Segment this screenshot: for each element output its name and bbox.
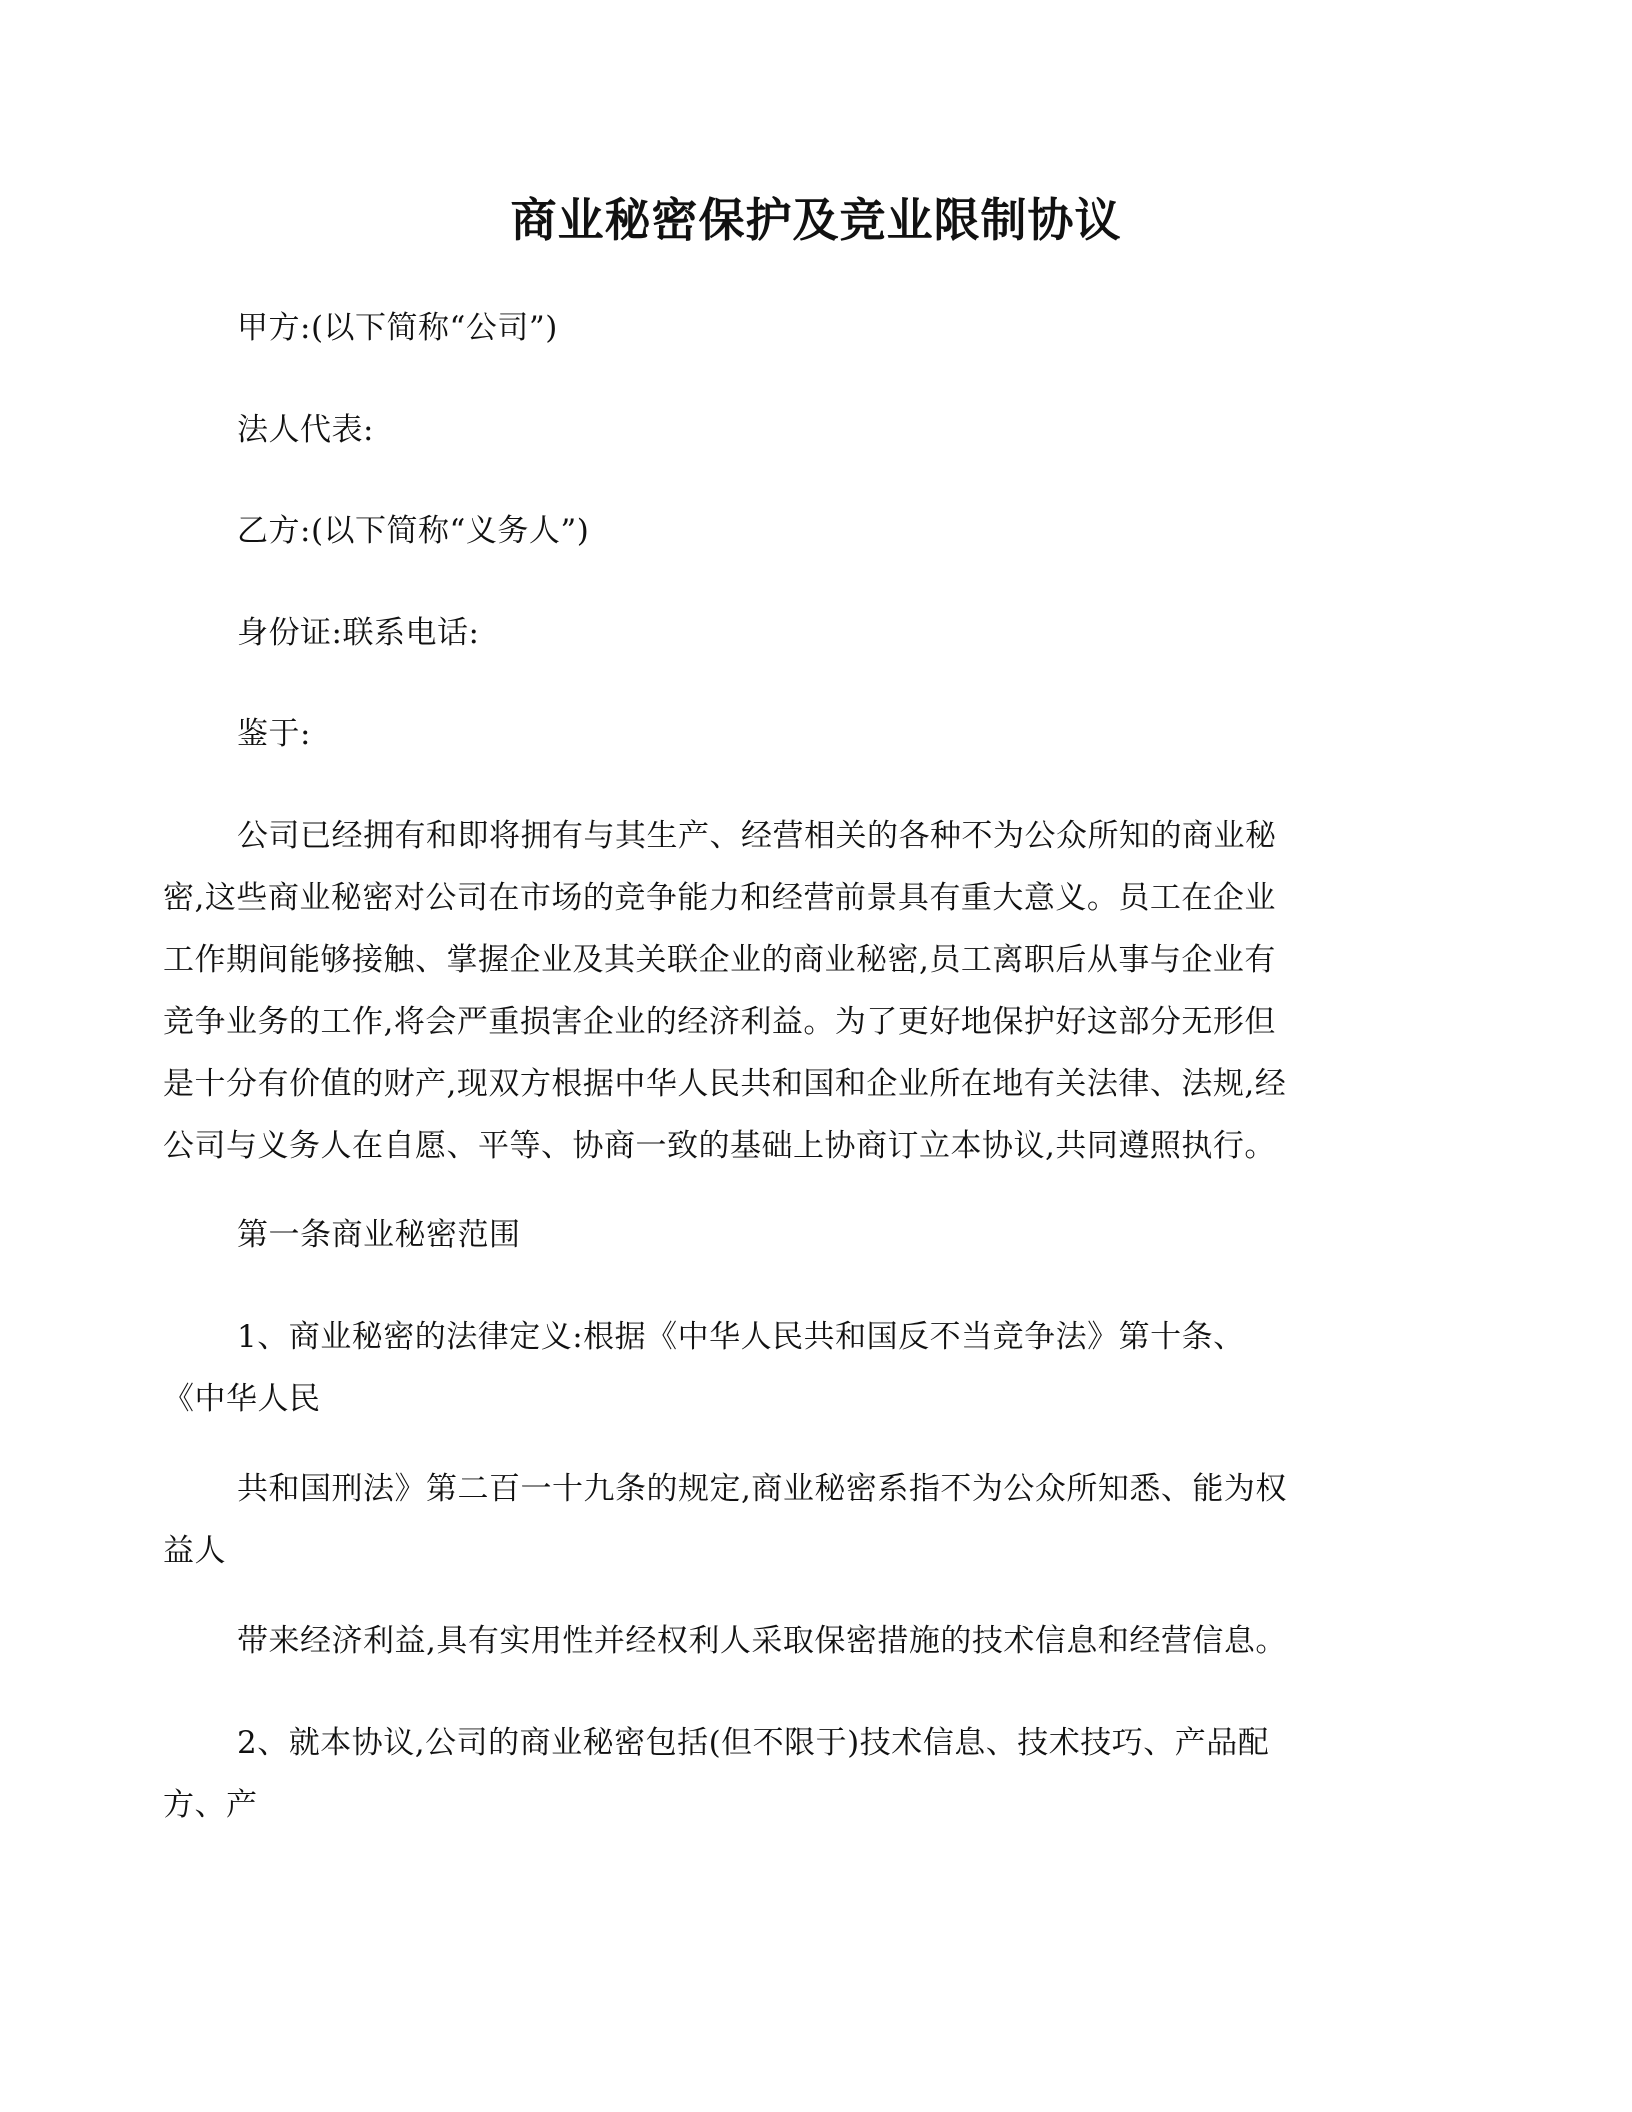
clause-1-line: 1、商业秘密的法律定义:根据《中华人民共和国反不当竞争法》第十条、 — [237, 1319, 1245, 1355]
clause-1b-line: 共和国刑法》第二百一十九条的规定,商业秘密系指不为公众所知悉、能为权 — [237, 1471, 1287, 1507]
preamble-paragraph — [163, 805, 1387, 1177]
clause-1-paragraph — [163, 1306, 1417, 1430]
legal-representative-line: 法人代表: — [237, 412, 374, 448]
whereas-line: 鉴于: — [237, 716, 311, 752]
party-a-line: 甲方:(以下简称“公司”) — [237, 310, 558, 346]
clause-2-line: 方、产 — [163, 1787, 258, 1823]
party-b-line: 乙方:(以下简称“义务人”) — [237, 513, 590, 549]
article-1-heading: 第一条商业秘密范围 — [237, 1217, 521, 1253]
preamble-line: 公司与义务人在自愿、平等、协商一致的基础上协商订立本协议,共同遵照执行。 — [163, 1128, 1276, 1164]
clause-1b-paragraph — [163, 1458, 1417, 1582]
preamble-line: 工作期间能够接触、掌握企业及其关联企业的商业秘密,员工离职后从事与企业有 — [163, 942, 1276, 978]
clause-1-line: 《中华人民 — [163, 1381, 321, 1417]
clause-2-paragraph — [163, 1712, 1417, 1836]
preamble-line: 是十分有价值的财产,现双方根据中华人民共和国和企业所在地有关法律、法规,经 — [163, 1066, 1287, 1102]
preamble-line: 密,这些商业秘密对公司在市场的竞争能力和经营前景具有重大意义。员工在企业 — [163, 880, 1276, 916]
document-title: 商业秘密保护及竞业限制协议 — [510, 193, 1122, 247]
id-phone-line: 身份证:联系电话: — [237, 615, 480, 651]
preamble-line: 竞争业务的工作,将会严重损害企业的经济利益。为了更好地保护好这部分无形但 — [163, 1004, 1276, 1040]
clause-1c-line: 带来经济利益,具有实用性并经权利人采取保密措施的技术信息和经营信息。 — [237, 1623, 1287, 1659]
clause-1b-line: 益人 — [163, 1533, 226, 1569]
preamble-line: 公司已经拥有和即将拥有与其生产、经营相关的各种不为公众所知的商业秘 — [237, 818, 1277, 854]
clause-2-line: 2、就本协议,公司的商业秘密包括(但不限于)技术信息、技术技巧、产品配 — [237, 1725, 1270, 1761]
